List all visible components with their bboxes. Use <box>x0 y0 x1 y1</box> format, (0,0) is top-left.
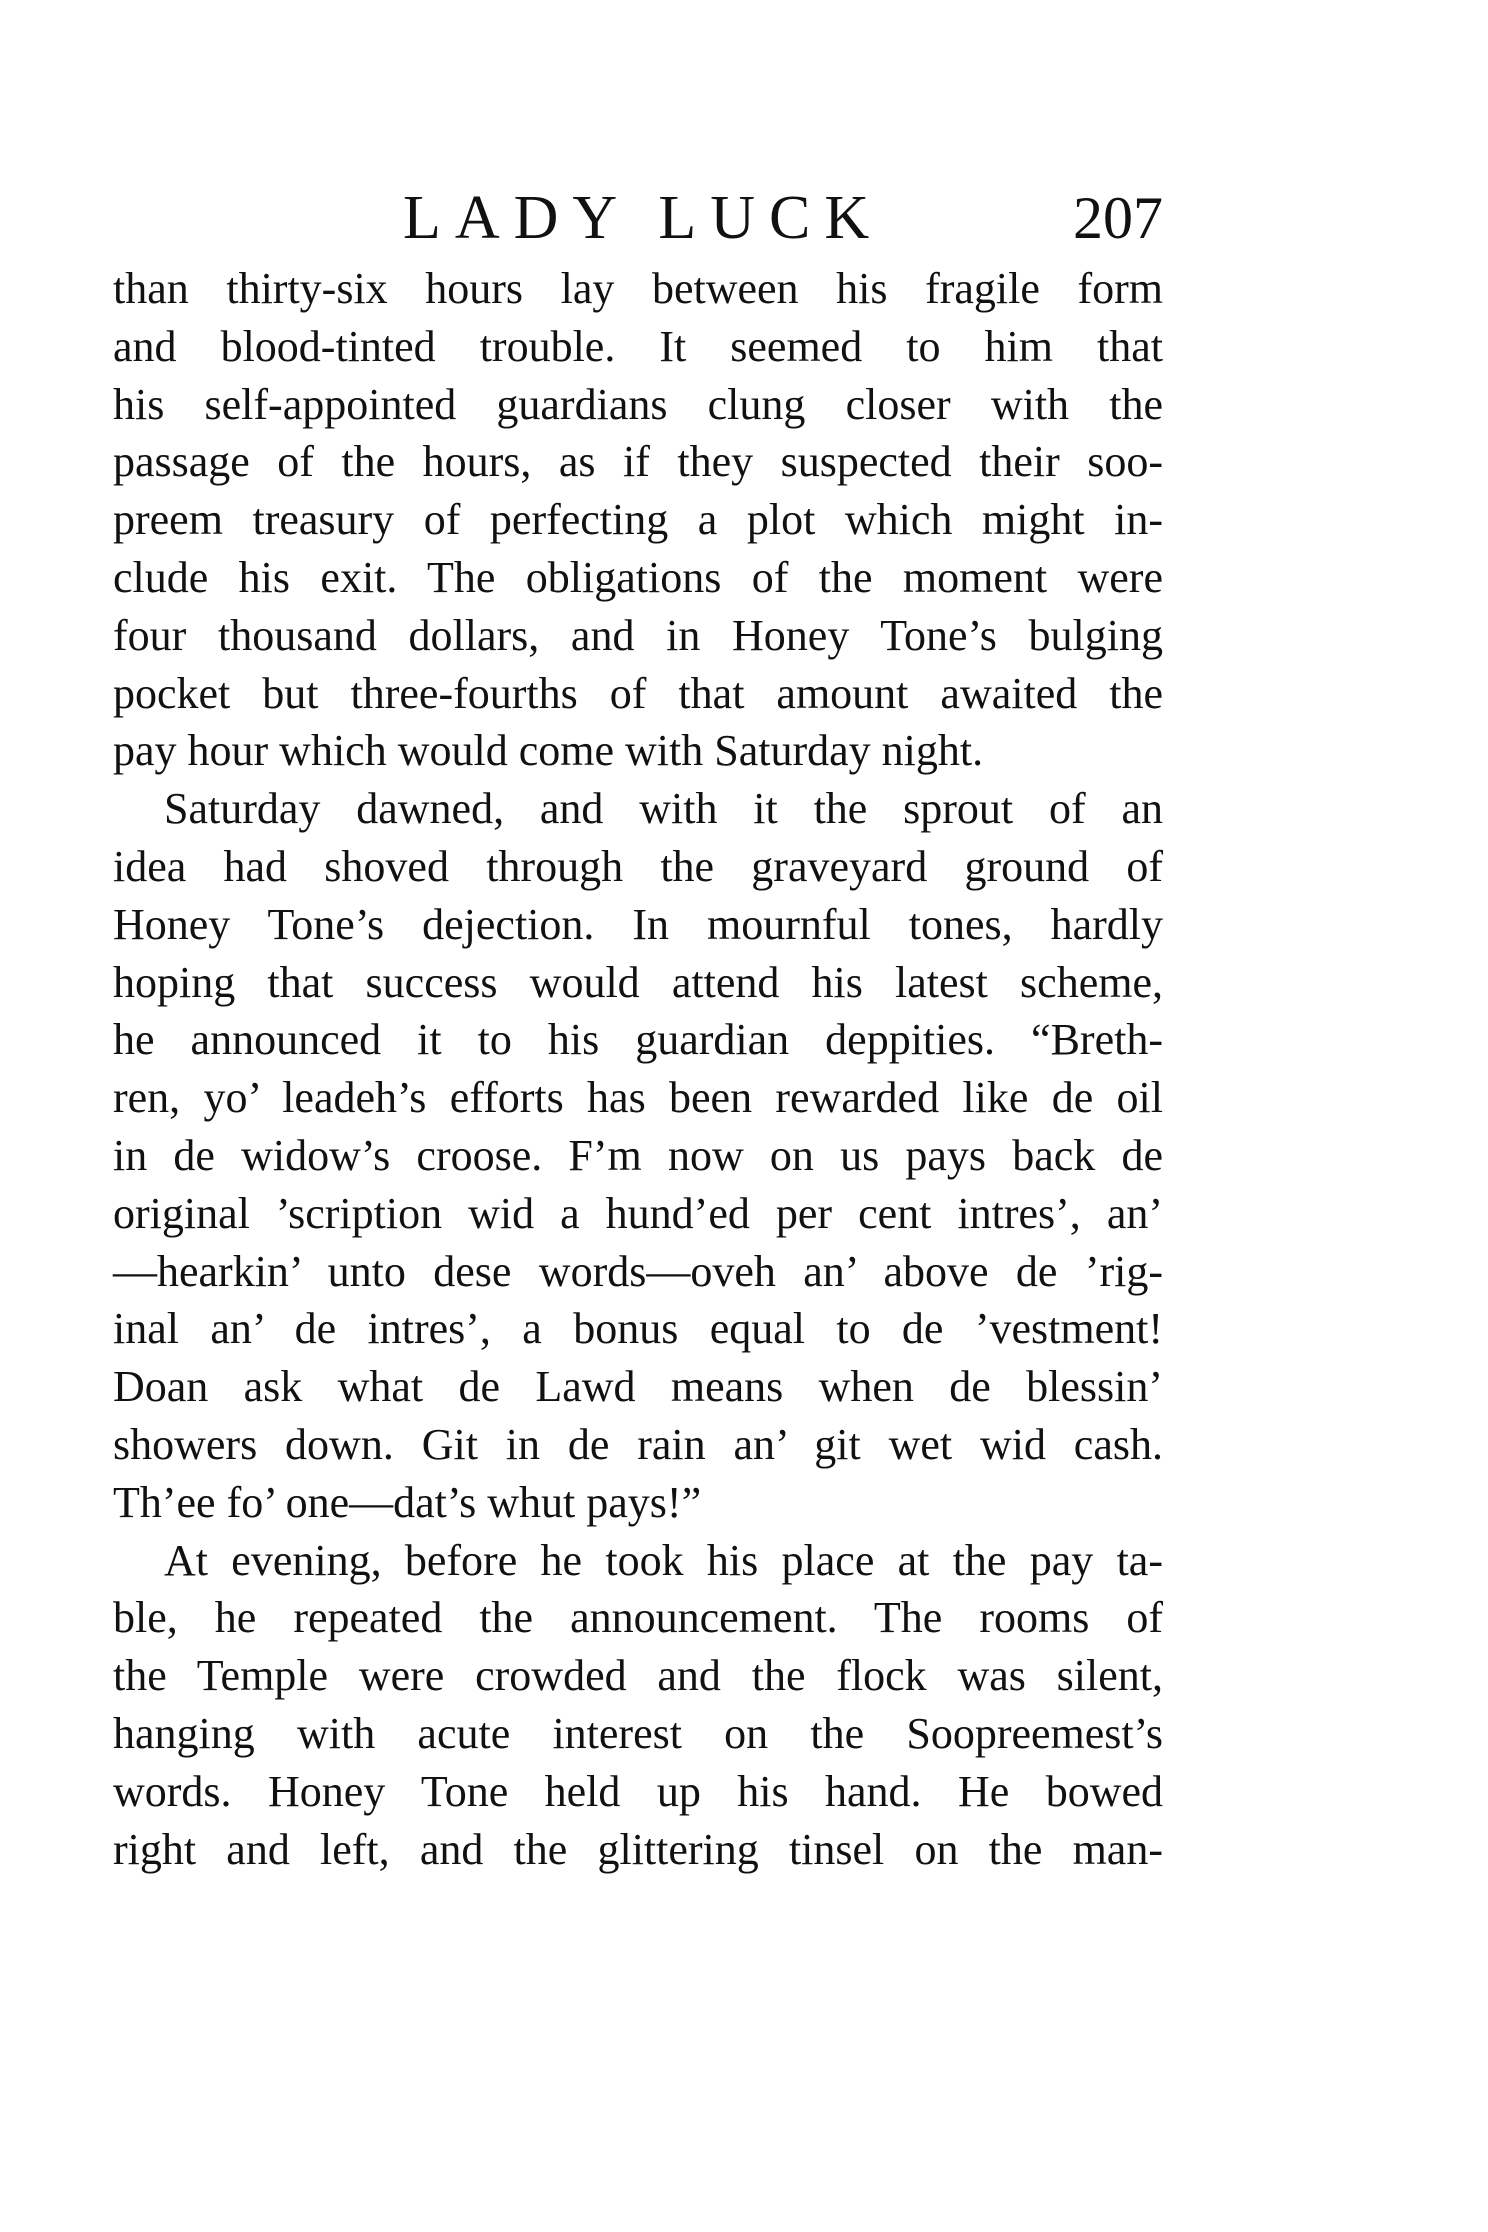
text-line: passage of the hours, as if they suspected their soo- <box>113 437 1163 487</box>
text-line: Doan ask what de Lawd means when de blessin’ <box>113 1362 1163 1412</box>
paragraph <box>113 1532 1163 1879</box>
text-line: his self-appointed guardians clung closer with the <box>113 379 1163 429</box>
text-line: he announced it to his guardian deppities. “Breth- <box>113 1015 1163 1065</box>
text-line: the Temple were crowded and the flock was silent, <box>113 1651 1163 1701</box>
text-line: ble, he repeated the announcement. The rooms of <box>113 1593 1163 1643</box>
text-line: showers down. Git in de rain an’ git wet wid cash. <box>113 1419 1163 1469</box>
text-line: four thousand dollars, and in Honey Tone’s bulging <box>113 610 1163 660</box>
page-number: 207 <box>1073 185 1163 251</box>
text-line: Saturday dawned, and with it the sprout of an <box>164 784 1163 834</box>
text-line: —hearkin’ unto dese words—oveh an’ above de ’rig- <box>113 1246 1163 1296</box>
text-line: pocket but three-fourths of that amount awaited the <box>113 668 1163 718</box>
text-line: right and left, and the glittering tinsel on the man- <box>113 1824 1163 1874</box>
running-head <box>113 178 1163 258</box>
text-line: than thirty-six hours lay between his fragile form <box>113 264 1163 313</box>
text-line: in de widow’s croose. F’m now on us pays back de <box>113 1130 1163 1180</box>
text-line: and blood-tinted trouble. It seemed to him that <box>113 321 1163 371</box>
text-line: idea had shoved through the graveyard ground of <box>113 841 1163 891</box>
text-line: Th’ee fo’ one—dat’s whut pays!” <box>113 1477 702 1527</box>
paragraph <box>113 780 1163 1531</box>
paragraph <box>113 260 1163 780</box>
text-line: At evening, before he took his place at the pay ta- <box>164 1535 1163 1585</box>
text-line: ren, yo’ leadeh’s efforts has been rewarded like de oil <box>113 1073 1163 1123</box>
text-line: original ’scription wid a hund’ed per cent intres’, an’ <box>113 1188 1163 1238</box>
chapter-title: LADY LUCK <box>403 184 884 252</box>
text-line: inal an’ de intres’, a bonus equal to de ’vestment! <box>113 1304 1163 1354</box>
text-line: clude his exit. The obligations of the moment were <box>113 552 1163 602</box>
text-line: hanging with acute interest on the Soopreemest’s <box>113 1708 1163 1758</box>
body-text <box>113 260 1163 1878</box>
text-line: preem treasury of perfecting a plot which might in- <box>113 495 1163 545</box>
text-line: pay hour which would come with Saturday night. <box>113 726 984 776</box>
text-line: words. Honey Tone held up his hand. He bowed <box>113 1766 1163 1816</box>
text-line: hoping that success would attend his latest scheme, <box>113 957 1163 1007</box>
text-line: Honey Tone’s dejection. In mournful tones, hardly <box>113 899 1163 949</box>
